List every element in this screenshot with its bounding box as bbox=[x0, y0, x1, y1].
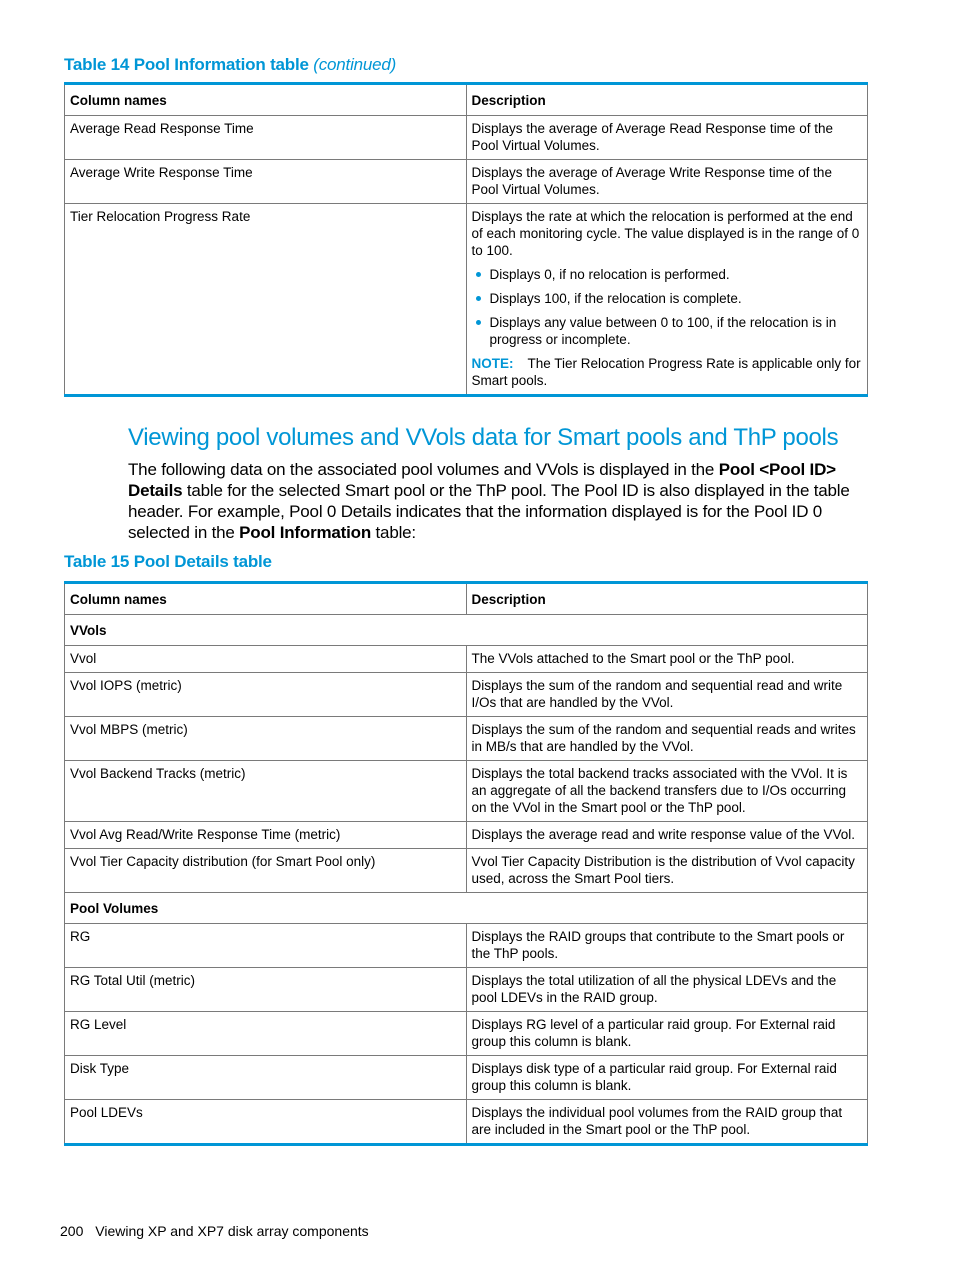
row-description: Displays the total utilization of all the physical LDEVs and the pool LDEVs in the RAID group. bbox=[466, 968, 868, 1012]
header-description: Description bbox=[466, 84, 868, 116]
table-14-caption bbox=[64, 55, 396, 75]
note-label: NOTE: bbox=[471, 356, 514, 371]
group-label: Pool Volumes bbox=[65, 893, 868, 924]
header-column-names: Column names bbox=[65, 583, 467, 615]
row-description: Displays the average of Average Write Response time of the Pool Virtual Volumes. bbox=[466, 160, 868, 204]
para-text-1: The following data on the associated pool volumes and VVols is displayed in the bbox=[128, 460, 719, 479]
para-bold-pool-details: Pool <Pool ID> Details bbox=[128, 460, 836, 500]
page-number: 200 bbox=[60, 1223, 84, 1239]
table-15-caption: Table 15 Pool Details table bbox=[64, 552, 272, 571]
table-header-row bbox=[65, 84, 868, 116]
para-bold-pool-information: Pool Information bbox=[239, 523, 372, 542]
section-paragraph bbox=[128, 459, 873, 543]
row-name: Average Read Response Time bbox=[65, 116, 467, 160]
row-description-tier bbox=[466, 204, 868, 396]
row-name: Vvol Tier Capacity distribution (for Smart Pool only) bbox=[65, 849, 467, 893]
row-name: Disk Type bbox=[65, 1056, 467, 1100]
table-row bbox=[65, 822, 868, 849]
table-row bbox=[65, 1056, 868, 1100]
table-row bbox=[65, 646, 868, 673]
group-row-pool-volumes bbox=[65, 893, 868, 924]
row-name: Vvol Backend Tracks (metric) bbox=[65, 761, 467, 822]
row-name: Average Write Response Time bbox=[65, 160, 467, 204]
row-name: Vvol MBPS (metric) bbox=[65, 717, 467, 761]
table-header-row bbox=[65, 583, 868, 615]
row-description: The VVols attached to the Smart pool or the ThP pool. bbox=[466, 646, 868, 673]
pool-information-table bbox=[64, 82, 868, 397]
row-name: RG Level bbox=[65, 1012, 467, 1056]
section-heading: Viewing pool volumes and VVols data for Smart pools and ThP pools bbox=[128, 424, 839, 451]
table-row bbox=[65, 673, 868, 717]
table-14-caption-continued: (continued) bbox=[313, 55, 397, 74]
row-description: Displays the individual pool volumes from the RAID group that are included in the Smart pool or the ThP pool. bbox=[466, 1100, 868, 1145]
tier-bullet-list bbox=[472, 266, 863, 348]
header-description: Description bbox=[466, 583, 868, 615]
table-row bbox=[65, 1100, 868, 1145]
table-row bbox=[65, 116, 868, 160]
row-description: Displays the sum of the random and sequential read and write I/Os that are handled by the VVol. bbox=[466, 673, 868, 717]
table-row bbox=[65, 924, 868, 968]
table-row bbox=[65, 160, 868, 204]
row-name: RG Total Util (metric) bbox=[65, 968, 467, 1012]
row-description: Displays RG level of a particular raid group. For External raid group this column is blank. bbox=[466, 1012, 868, 1056]
row-name: Vvol IOPS (metric) bbox=[65, 673, 467, 717]
row-name: Vvol Avg Read/Write Response Time (metric) bbox=[65, 822, 467, 849]
pool-details-table bbox=[64, 581, 868, 1146]
group-label: VVols bbox=[65, 615, 868, 646]
tier-description-text: Displays the rate at which the relocation is performed at the end of each monitoring cycle. The value displayed is in the range of 0 to 100. bbox=[471, 209, 860, 258]
note-text: The Tier Relocation Progress Rate is applicable only for Smart pools. bbox=[471, 356, 861, 388]
row-name: Vvol bbox=[65, 646, 467, 673]
table-row bbox=[65, 1012, 868, 1056]
list-item: Displays 0, if no relocation is performed. bbox=[490, 266, 863, 283]
para-text-2: table for the selected Smart pool or the ThP pool. The Pool ID is also displayed in the table header. For example, Pool 0 Details indicates that the information displayed is for the Pool ID 0 selected in the bbox=[128, 481, 850, 542]
list-item: Displays any value between 0 to 100, if the relocation is in progress or incomplete. bbox=[490, 314, 863, 348]
row-description: Vvol Tier Capacity Distribution is the distribution of Vvol capacity used, across the Smart Pool tiers. bbox=[466, 849, 868, 893]
page-footer bbox=[60, 1223, 369, 1239]
row-description: Displays the average read and write response value of the VVol. bbox=[466, 822, 868, 849]
para-text-3: table: bbox=[371, 523, 416, 542]
note bbox=[472, 355, 863, 389]
row-description: Displays the average of Average Read Response time of the Pool Virtual Volumes. bbox=[466, 116, 868, 160]
chapter-title: Viewing XP and XP7 disk array components bbox=[95, 1223, 369, 1239]
row-name: Pool LDEVs bbox=[65, 1100, 467, 1145]
table-row bbox=[65, 717, 868, 761]
row-name: RG bbox=[65, 924, 467, 968]
row-description: Displays the RAID groups that contribute to the Smart pools or the ThP pools. bbox=[466, 924, 868, 968]
table-row bbox=[65, 761, 868, 822]
row-description: Displays the sum of the random and sequential reads and writes in MB/s that are handled by the VVol. bbox=[466, 717, 868, 761]
table-row bbox=[65, 968, 868, 1012]
row-description: Displays disk type of a particular raid group. For External raid group this column is blank. bbox=[466, 1056, 868, 1100]
table-row bbox=[65, 849, 868, 893]
list-item: Displays 100, if the relocation is complete. bbox=[490, 290, 863, 307]
row-name: Tier Relocation Progress Rate bbox=[65, 204, 467, 396]
header-column-names: Column names bbox=[65, 84, 467, 116]
row-description: Displays the total backend tracks associated with the VVol. It is an aggregate of all the backend transfers due to I/Os occurring on the VVol in the Smart pool or the ThP pool. bbox=[466, 761, 868, 822]
table-row bbox=[65, 204, 868, 396]
table-14-caption-title: Table 14 Pool Information table bbox=[64, 55, 309, 74]
group-row-vvols bbox=[65, 615, 868, 646]
